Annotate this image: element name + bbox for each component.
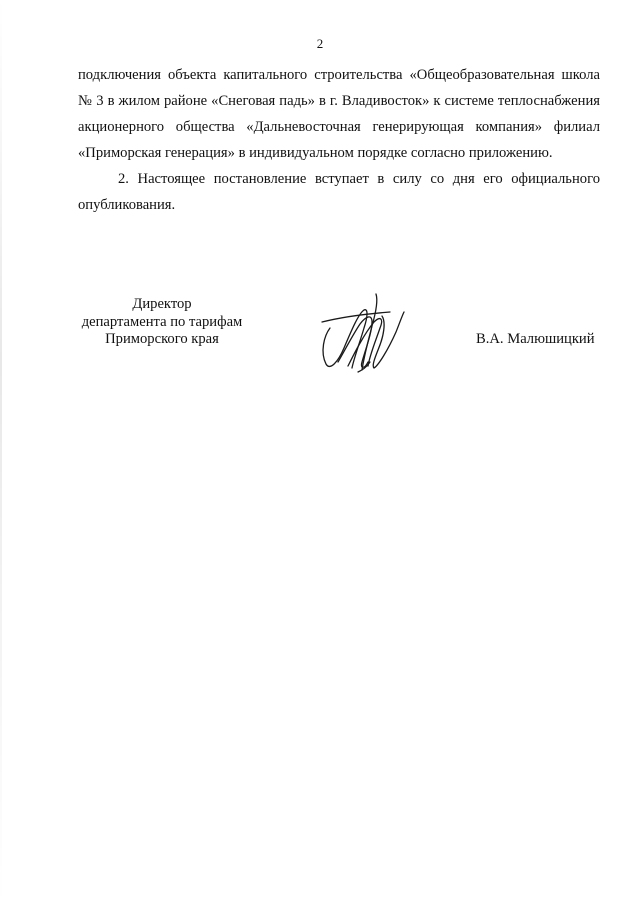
scan-edge bbox=[0, 0, 2, 905]
signatory-title bbox=[62, 296, 262, 349]
signatory-title-line-2: департамента по тарифам bbox=[81, 313, 243, 330]
handwritten-signature bbox=[318, 292, 408, 376]
signatory-title-line-1: Директор bbox=[132, 296, 192, 312]
signatory-name: В.А. Малюшицкий bbox=[476, 331, 595, 347]
signatory-title-line-3: Приморского края bbox=[105, 331, 219, 347]
page-number: 2 bbox=[316, 36, 324, 51]
document-body bbox=[78, 62, 600, 218]
paragraph-1: подключения объекта капитального строительства «Общеобразовательная школа № 3 в жилом районе «Снеговая падь» в г. Владивосток» к системе теплоснабжения акционерного общества «Дальневосточная генерирующая компания» филиал «Приморская генерация» в индивидуальном порядке согласно приложению. bbox=[78, 67, 600, 161]
paragraph-2: 2. Настоящее постановление вступает в силу со дня его официального опубликования. bbox=[78, 171, 600, 213]
